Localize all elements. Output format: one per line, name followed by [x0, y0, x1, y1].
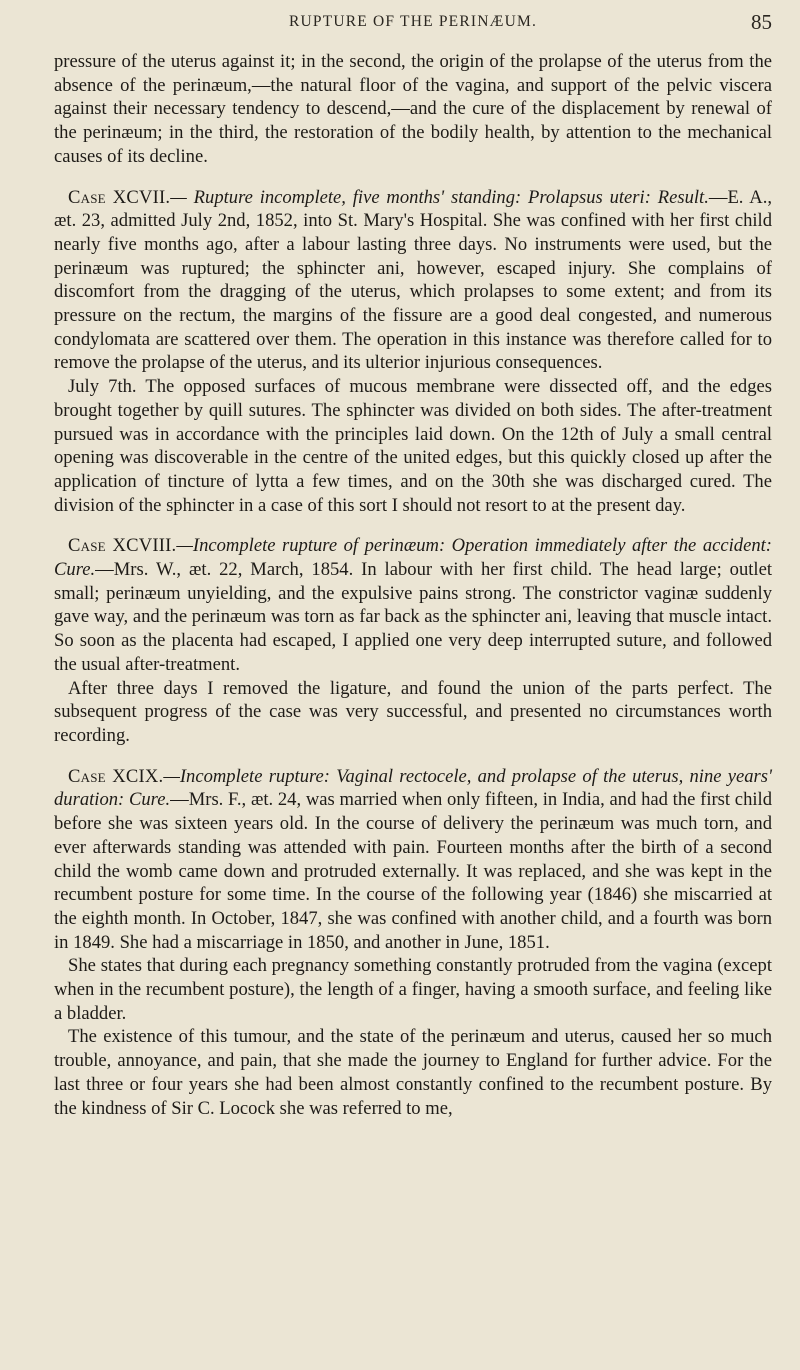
page-number: 85	[751, 10, 772, 34]
case-99-label: Case XCIX.	[68, 765, 164, 787]
case-99-followup-2: The existence of this tumour, and the state of the perinæum and uterus, caused her so much trouble, annoyance, and pain, that she made the journey to England for further advice. For the last three or four years she had been almost constantly confined to the recumbent posture. By the kindness of Sir C. Locock she was referred to me,	[54, 1026, 772, 1119]
case-97-title: — Rupture incomplete, five months' standing: Prolapsus uteri: Result.	[170, 186, 709, 208]
case-98-body: —Mrs. W., æt. 22, March, 1854. In labour with her first child. The head large; outlet small; perinæum unyielding, and the expulsive pains strong. The constrictor vaginæ suddenly gave way, and the perinæum was torn as far back as the sphincter ani, leaving that muscle intact. So soon as the placenta had escaped, I applied one very deep interrupted suture, and followed the usual after-treatment.	[54, 559, 772, 675]
case-99-title: —Incomplete rupture: Vaginal rectocele, and prolapse of the uterus, nine years' duration: Cure.	[54, 765, 772, 811]
case-97-body: —E. A., æt. 23, admitted July 2nd, 1852, into St. Mary's Hospital. She was confined with her first child nearly five months ago, after a labour lasting three days. No instruments were used, but the perinæum was ruptured; the sphincter ani, however, escaped injury. She complains of discomfort from the dragging of the uterus, which prolapses to some extent; and from its pressure on the rectum, the margins of the fissure are a good deal congested, and numerous condylomata are scattered over them. The operation in this instance was therefore called for to remove the prolapse of the uterus, and its ulterior injurious consequences.	[54, 186, 772, 374]
case-99-paragraph	[54, 765, 772, 955]
case-98-label: Case XCVIII.	[68, 535, 177, 557]
running-title: RUPTURE OF THE PERINÆUM.	[288, 13, 538, 30]
case-98-paragraph	[54, 534, 772, 676]
opening-paragraph: pressure of the uterus against it; in the second, the origin of the prolapse of the uterus from the absence of the perinæum,—the natural floor of the vagina, and support of the pelvic viscera against their necessary tendency to descend,—and the cure of the displacement by renewal of the perinæum; in the third, the restoration of the bodily health, by attention to the mechanical causes of its decline.	[54, 51, 772, 167]
case-97-paragraph	[54, 186, 772, 376]
case-99-body: —Mrs. F., æt. 24, was married when only fifteen, in India, and had the first child before she was sixteen years old. In the course of delivery the perinæum was much torn, and ever afterwards standing was attended with pain. Fourteen months after the birth of a second child the womb came down and protruded externally. It was replaced, and she was kept in the recumbent posture for some time. In the course of the following year (1846) she miscarried at the eighth month. In October, 1847, she was confined with another child, and a fourth was born in 1849. She had a miscarriage in 1850, and another in June, 1851.	[54, 789, 772, 953]
case-98-title: —Incomplete rupture of perinæum: Operation immediately after the accident: Cure.	[54, 535, 772, 581]
body-text	[54, 50, 772, 1120]
case-97-followup: July 7th. The opposed surfaces of mucous membrane were dissected off, and the edges brought together by quill sutures. The sphincter was divided on both sides. The after-treatment pursued was in accordance with the principles laid down. On the 12th of July a small central opening was discoverable in the centre of the united edges, but this quickly closed up after the application of tincture of lytta a few times, and on the 30th she was discharged cured. The division of the sphincter in a case of this sort I should not resort to at the present day.	[54, 376, 772, 516]
case-99-followup-1: She states that during each pregnancy something constantly protruded from the vagina (except when in the recumbent posture), the length of a finger, having a smooth surface, and feeling like a bladder.	[54, 955, 772, 1024]
case-98-followup: After three days I removed the ligature, and found the union of the parts perfect. The subsequent progress of the case was very successful, and presented no circumstances worth recording.	[54, 677, 772, 746]
running-header	[54, 10, 772, 40]
case-97-label: Case XCVII.	[68, 186, 171, 208]
